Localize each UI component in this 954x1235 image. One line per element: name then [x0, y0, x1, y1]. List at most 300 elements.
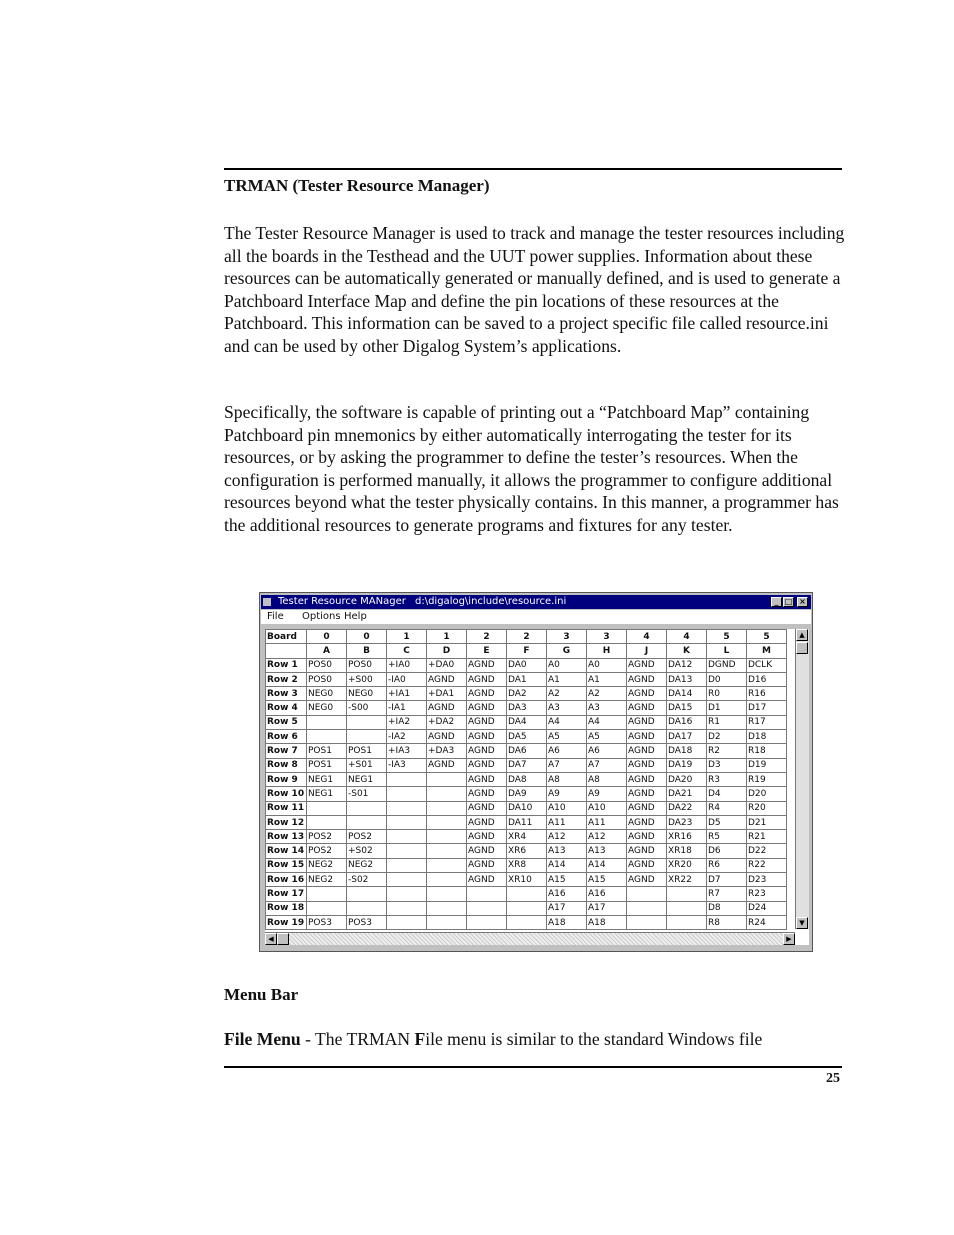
grid-cell[interactable]: NEG0 — [307, 701, 347, 715]
grid-cell[interactable]: AGND — [427, 672, 467, 686]
grid-cell[interactable]: +DA2 — [427, 715, 467, 729]
grid-cell[interactable]: K — [667, 644, 707, 658]
file-menu-bold-letter: F — [414, 1029, 426, 1049]
grid-cell[interactable]: A4 — [587, 715, 627, 729]
grid-cell[interactable]: AGND — [627, 715, 667, 729]
grid-cell[interactable]: A9 — [547, 787, 587, 801]
grid-cell[interactable]: NEG2 — [307, 873, 347, 887]
grid-cell[interactable]: 0 — [307, 630, 347, 644]
grid-cell[interactable]: DA20 — [667, 772, 707, 786]
grid-cell[interactable]: -IA3 — [387, 758, 427, 772]
grid-cell[interactable]: A16 — [547, 887, 587, 901]
grid-cell[interactable] — [387, 915, 427, 929]
grid-cell[interactable]: +IA0 — [387, 658, 427, 672]
grid-cell[interactable]: R18 — [747, 744, 787, 758]
grid-cell[interactable] — [627, 887, 667, 901]
grid-cell[interactable]: D17 — [747, 701, 787, 715]
grid-cell[interactable]: D0 — [707, 672, 747, 686]
grid-cell[interactable]: A3 — [547, 701, 587, 715]
grid-cell[interactable]: DA6 — [507, 744, 547, 758]
row-header-cell[interactable]: Board — [266, 630, 307, 644]
grid-cell[interactable]: AGND — [627, 801, 667, 815]
row-header-cell[interactable]: Row 11 — [266, 801, 307, 815]
grid-cell[interactable]: D20 — [747, 787, 787, 801]
grid-cell[interactable]: A5 — [547, 730, 587, 744]
grid-cell[interactable]: NEG0 — [307, 687, 347, 701]
grid-cell[interactable]: A — [307, 644, 347, 658]
grid-cell[interactable]: POS1 — [347, 744, 387, 758]
grid-cell[interactable]: H — [587, 644, 627, 658]
row-header-cell[interactable]: Row 8 — [266, 758, 307, 772]
grid-cell[interactable]: DA3 — [507, 701, 547, 715]
grid-cell[interactable]: XR16 — [667, 830, 707, 844]
grid-cell[interactable] — [347, 901, 387, 915]
grid-cell[interactable]: D6 — [707, 844, 747, 858]
grid-cell[interactable] — [507, 915, 547, 929]
grid-cell[interactable]: DA11 — [507, 815, 547, 829]
grid-cell[interactable]: DA18 — [667, 744, 707, 758]
scroll-thumb[interactable] — [796, 642, 808, 654]
grid-cell[interactable] — [307, 801, 347, 815]
row-header-cell[interactable]: Row 2 — [266, 672, 307, 686]
row-header-cell[interactable]: Row 14 — [266, 844, 307, 858]
grid-cell[interactable]: R16 — [747, 687, 787, 701]
menu-file[interactable]: File — [267, 611, 284, 622]
grid-cell[interactable]: A8 — [547, 772, 587, 786]
grid-cell[interactable]: A7 — [547, 758, 587, 772]
grid-cell[interactable] — [467, 915, 507, 929]
grid-cell[interactable]: -IA2 — [387, 730, 427, 744]
grid-cell[interactable] — [387, 844, 427, 858]
grid-cell[interactable]: AGND — [467, 815, 507, 829]
row-header-cell[interactable]: Row 19 — [266, 915, 307, 929]
grid-cell[interactable]: A9 — [587, 787, 627, 801]
grid-cell[interactable]: DCLK — [747, 658, 787, 672]
table-row — [266, 744, 787, 758]
grid-cell[interactable] — [307, 887, 347, 901]
grid-cell[interactable]: AGND — [467, 658, 507, 672]
grid-cell[interactable]: +S02 — [347, 844, 387, 858]
grid-cell[interactable]: A8 — [587, 772, 627, 786]
grid-cell[interactable]: D — [427, 644, 467, 658]
grid-cell[interactable]: R17 — [747, 715, 787, 729]
grid-cell[interactable] — [387, 815, 427, 829]
menu-options[interactable]: Options — [302, 611, 341, 622]
row-header-cell[interactable]: Row 17 — [266, 887, 307, 901]
grid-cell[interactable]: +DA0 — [427, 658, 467, 672]
grid-cell[interactable]: C — [387, 644, 427, 658]
grid-cell[interactable]: AGND — [467, 844, 507, 858]
grid-cell[interactable]: AGND — [627, 830, 667, 844]
grid-cell[interactable]: A14 — [547, 858, 587, 872]
grid-cell[interactable] — [667, 915, 707, 929]
grid-cell[interactable]: D22 — [747, 844, 787, 858]
grid-cell[interactable]: A5 — [587, 730, 627, 744]
grid-cell[interactable]: A12 — [547, 830, 587, 844]
grid-cell[interactable]: DA21 — [667, 787, 707, 801]
grid-cell[interactable]: A13 — [587, 844, 627, 858]
grid-cell[interactable]: DA19 — [667, 758, 707, 772]
grid-cell[interactable]: DA2 — [507, 687, 547, 701]
close-icon[interactable]: × — [797, 597, 808, 607]
grid-cell[interactable]: D5 — [707, 815, 747, 829]
grid-cell[interactable]: R8 — [707, 915, 747, 929]
grid-cell[interactable] — [667, 901, 707, 915]
row-header-cell[interactable]: Row 1 — [266, 658, 307, 672]
grid-cell[interactable] — [427, 801, 467, 815]
grid-cell[interactable] — [427, 901, 467, 915]
grid-cell[interactable]: D24 — [747, 901, 787, 915]
row-header-cell[interactable]: Row 16 — [266, 873, 307, 887]
grid-cell[interactable] — [387, 787, 427, 801]
grid-cell[interactable]: A1 — [587, 672, 627, 686]
grid-cell[interactable]: AGND — [627, 701, 667, 715]
grid-cell[interactable]: A10 — [587, 801, 627, 815]
minimize-icon[interactable]: _ — [771, 597, 782, 607]
intro-paragraph: The Tester Resource Manager is used to track and manage the tester resources including all the boards in the Testhead and the UUT power supplies. Information about these resources can be automatically generated or manually defined, and is used to generate a Patchboard Interface Map and define the pin locations of these resources at the Patchboard. This information can be saved to a project specific file called resource.ini and can be used by other Digalog System’s applications. — [224, 223, 845, 356]
grid-cell[interactable]: NEG1 — [307, 787, 347, 801]
grid-cell[interactable]: POS1 — [307, 758, 347, 772]
grid-cell[interactable] — [347, 815, 387, 829]
grid-cell[interactable]: A10 — [547, 801, 587, 815]
grid-cell[interactable]: DA16 — [667, 715, 707, 729]
row-header-cell[interactable]: Row 10 — [266, 787, 307, 801]
trman-window-screenshot — [259, 592, 813, 952]
grid-cell[interactable]: AGND — [467, 772, 507, 786]
grid-cell[interactable]: D8 — [707, 901, 747, 915]
grid-cell[interactable]: XR10 — [507, 873, 547, 887]
grid-cell[interactable]: AGND — [467, 830, 507, 844]
grid-cell[interactable]: DA15 — [667, 701, 707, 715]
grid-cell[interactable] — [427, 815, 467, 829]
grid-cell[interactable]: D19 — [747, 758, 787, 772]
top-rule — [224, 168, 842, 170]
grid-cell[interactable]: DA13 — [667, 672, 707, 686]
grid-cell[interactable]: +DA3 — [427, 744, 467, 758]
grid-cell[interactable]: AGND — [427, 730, 467, 744]
grid-cell[interactable] — [427, 887, 467, 901]
grid-cell[interactable] — [507, 901, 547, 915]
grid-cell[interactable] — [347, 715, 387, 729]
grid-cell[interactable]: XR22 — [667, 873, 707, 887]
grid-cell[interactable]: A1 — [547, 672, 587, 686]
row-header-cell[interactable]: Row 9 — [266, 772, 307, 786]
grid-cell[interactable] — [667, 887, 707, 901]
grid-cell[interactable]: A12 — [587, 830, 627, 844]
grid-cell[interactable]: DA0 — [507, 658, 547, 672]
row-header-cell[interactable]: Row 6 — [266, 730, 307, 744]
grid-cell[interactable]: A6 — [587, 744, 627, 758]
grid-cell[interactable]: NEG1 — [307, 772, 347, 786]
grid-cell[interactable]: R1 — [707, 715, 747, 729]
grid-cell[interactable]: DA17 — [667, 730, 707, 744]
grid-cell[interactable]: A2 — [587, 687, 627, 701]
grid-cell[interactable]: POS3 — [307, 915, 347, 929]
row-header-cell[interactable]: Row 4 — [266, 701, 307, 715]
table-row — [266, 658, 787, 672]
grid-cell[interactable]: A17 — [547, 901, 587, 915]
grid-cell[interactable]: A0 — [587, 658, 627, 672]
row-header-cell[interactable]: Row 18 — [266, 901, 307, 915]
grid-cell[interactable]: R20 — [747, 801, 787, 815]
grid-cell[interactable]: R24 — [747, 915, 787, 929]
grid-cell[interactable] — [387, 801, 427, 815]
grid-cell[interactable] — [467, 901, 507, 915]
grid-cell[interactable] — [427, 772, 467, 786]
grid-cell[interactable]: A11 — [547, 815, 587, 829]
grid-cell[interactable]: POS0 — [307, 658, 347, 672]
grid-cell[interactable]: +S01 — [347, 758, 387, 772]
grid-cell[interactable]: NEG2 — [347, 858, 387, 872]
grid-cell[interactable]: DA8 — [507, 772, 547, 786]
row-header-cell[interactable]: Row 15 — [266, 858, 307, 872]
file-menu-text-after: ile menu is similar to the standard Windows file — [425, 1029, 763, 1049]
grid-cell[interactable]: POS2 — [307, 844, 347, 858]
grid-cell[interactable] — [427, 915, 467, 929]
grid-cell[interactable] — [347, 887, 387, 901]
grid-cell[interactable] — [427, 830, 467, 844]
grid-cell[interactable] — [427, 844, 467, 858]
grid-cell[interactable]: A0 — [547, 658, 587, 672]
grid-cell[interactable]: 4 — [667, 630, 707, 644]
grid-cell[interactable]: A13 — [547, 844, 587, 858]
grid-cell[interactable]: A14 — [587, 858, 627, 872]
row-header-cell[interactable]: Row 12 — [266, 815, 307, 829]
grid-cell[interactable]: POS2 — [347, 830, 387, 844]
grid-cell[interactable]: R21 — [747, 830, 787, 844]
grid-cell[interactable]: AGND — [467, 787, 507, 801]
grid-cell[interactable]: +IA3 — [387, 744, 427, 758]
grid-cell[interactable]: A3 — [587, 701, 627, 715]
grid-cell[interactable]: AGND — [467, 873, 507, 887]
grid-cell[interactable]: AGND — [467, 801, 507, 815]
grid-cell[interactable]: DA5 — [507, 730, 547, 744]
grid-cell[interactable]: AGND — [467, 715, 507, 729]
grid-cell[interactable] — [427, 873, 467, 887]
grid-cell[interactable]: AGND — [627, 787, 667, 801]
grid-cell[interactable]: R23 — [747, 887, 787, 901]
grid-cell[interactable]: D21 — [747, 815, 787, 829]
row-header-cell[interactable] — [266, 644, 307, 658]
grid-cell[interactable]: F — [507, 644, 547, 658]
grid-cell[interactable]: -S00 — [347, 701, 387, 715]
grid-cell[interactable]: 1 — [427, 630, 467, 644]
grid-cell[interactable]: A18 — [587, 915, 627, 929]
grid-cell[interactable]: AGND — [467, 758, 507, 772]
section-title: TRMAN (Tester Resource Manager) — [224, 176, 490, 195]
grid-cell[interactable]: DA22 — [667, 801, 707, 815]
grid-cell[interactable] — [467, 887, 507, 901]
window-titlebar — [261, 595, 811, 609]
grid-cell[interactable]: R6 — [707, 858, 747, 872]
grid-cell[interactable]: +IA1 — [387, 687, 427, 701]
grid-cell[interactable]: AGND — [467, 744, 507, 758]
grid-cell[interactable]: AGND — [627, 658, 667, 672]
grid-cell[interactable]: 4 — [627, 630, 667, 644]
grid-cell[interactable]: D23 — [747, 873, 787, 887]
grid-cell[interactable]: +S00 — [347, 672, 387, 686]
grid-cell[interactable]: XR6 — [507, 844, 547, 858]
grid-cell[interactable]: DA9 — [507, 787, 547, 801]
horizontal-scrollbar[interactable] — [265, 932, 795, 945]
grid-cell[interactable]: AGND — [467, 858, 507, 872]
grid-cell[interactable]: AGND — [427, 758, 467, 772]
grid-cell[interactable]: L — [707, 644, 747, 658]
grid-cell[interactable]: 5 — [747, 630, 787, 644]
grid-cell[interactable]: DA4 — [507, 715, 547, 729]
grid-cell[interactable]: DA7 — [507, 758, 547, 772]
grid-cell[interactable] — [507, 887, 547, 901]
grid-cell[interactable]: AGND — [627, 744, 667, 758]
grid-cell[interactable] — [347, 730, 387, 744]
grid-cell[interactable]: AGND — [627, 687, 667, 701]
grid-cell[interactable] — [387, 830, 427, 844]
grid-cell[interactable] — [307, 815, 347, 829]
grid-cell[interactable]: AGND — [627, 672, 667, 686]
grid-cell[interactable]: R7 — [707, 887, 747, 901]
grid-cell[interactable]: R0 — [707, 687, 747, 701]
grid-cell[interactable]: 2 — [467, 630, 507, 644]
grid-cell[interactable]: A11 — [587, 815, 627, 829]
grid-cell[interactable]: D18 — [747, 730, 787, 744]
grid-cell[interactable]: AGND — [627, 758, 667, 772]
grid-cell[interactable]: AGND — [467, 687, 507, 701]
grid-cell[interactable]: D3 — [707, 758, 747, 772]
grid-cell[interactable]: D2 — [707, 730, 747, 744]
grid-cell[interactable]: AGND — [627, 772, 667, 786]
grid-cell[interactable]: 3 — [587, 630, 627, 644]
vertical-scrollbar[interactable] — [795, 629, 809, 929]
menu-help[interactable]: Help — [344, 611, 367, 622]
grid-cell[interactable]: POS1 — [307, 744, 347, 758]
grid-cell[interactable]: POS3 — [347, 915, 387, 929]
grid-cell[interactable]: A16 — [587, 887, 627, 901]
scroll-down-icon[interactable]: ▼ — [796, 917, 808, 929]
grid-cell[interactable]: NEG2 — [307, 858, 347, 872]
grid-cell[interactable]: A2 — [547, 687, 587, 701]
grid-cell[interactable]: AGND — [627, 844, 667, 858]
grid-cell[interactable]: G — [547, 644, 587, 658]
grid-cell[interactable]: D16 — [747, 672, 787, 686]
grid-cell[interactable] — [387, 873, 427, 887]
grid-cell[interactable]: POS2 — [307, 830, 347, 844]
grid-cell[interactable]: D1 — [707, 701, 747, 715]
table-row — [266, 672, 787, 686]
grid-cell[interactable] — [427, 787, 467, 801]
grid-cell[interactable]: POS0 — [307, 672, 347, 686]
grid-cell[interactable]: R3 — [707, 772, 747, 786]
maximize-icon[interactable]: □ — [784, 597, 793, 606]
grid-cell[interactable]: D7 — [707, 873, 747, 887]
grid-cell[interactable]: AGND — [427, 701, 467, 715]
grid-cell[interactable] — [307, 901, 347, 915]
grid-cell[interactable]: AGND — [467, 701, 507, 715]
grid-cell[interactable]: DA10 — [507, 801, 547, 815]
grid-cell[interactable]: -S01 — [347, 787, 387, 801]
grid-cell[interactable] — [387, 858, 427, 872]
grid-cell[interactable]: AGND — [467, 672, 507, 686]
grid-cell[interactable] — [307, 730, 347, 744]
grid-cell[interactable]: A15 — [547, 873, 587, 887]
grid-cell[interactable]: XR18 — [667, 844, 707, 858]
grid-cell[interactable]: XR4 — [507, 830, 547, 844]
grid-cell[interactable] — [387, 772, 427, 786]
grid-cell[interactable] — [627, 915, 667, 929]
grid-cell[interactable]: R4 — [707, 801, 747, 815]
grid-cell[interactable] — [427, 858, 467, 872]
grid-cell[interactable]: 5 — [707, 630, 747, 644]
grid-cell[interactable]: +DA1 — [427, 687, 467, 701]
grid-cell[interactable]: NEG1 — [347, 772, 387, 786]
grid-cell[interactable]: AGND — [627, 730, 667, 744]
grid-cell[interactable]: M — [747, 644, 787, 658]
grid-cell[interactable]: AGND — [627, 873, 667, 887]
scroll-up-icon[interactable]: ▲ — [796, 629, 808, 641]
grid-cell[interactable]: POS0 — [347, 658, 387, 672]
grid-cell[interactable]: 1 — [387, 630, 427, 644]
row-header-cell[interactable]: Row 7 — [266, 744, 307, 758]
row-header-cell[interactable]: Row 3 — [266, 687, 307, 701]
grid-cell[interactable]: +IA2 — [387, 715, 427, 729]
grid-cell[interactable]: DA12 — [667, 658, 707, 672]
hscroll-thumb[interactable] — [277, 933, 289, 945]
grid-cell[interactable] — [307, 715, 347, 729]
grid-cell[interactable]: AGND — [627, 815, 667, 829]
bottom-rule — [224, 1066, 842, 1068]
grid-cell[interactable]: AGND — [627, 858, 667, 872]
grid-cell[interactable]: DA14 — [667, 687, 707, 701]
grid-cell[interactable]: DA1 — [507, 672, 547, 686]
grid-cell[interactable] — [387, 901, 427, 915]
capabilities-paragraph: Specifically, the software is capable of printing out a “Patchboard Map” containing Patchboard pin mnemonics by either automatically interrogating the tester for its resources, or by asking the programmer to define the tester’s resources. When the configuration is performed manually, it allows the programmer to configure additional resources beyond what the tester physically contains. In this manner, a programmer has the additional resources to generate programs and fixtures for any tester. — [224, 402, 839, 535]
grid-cell[interactable]: A17 — [587, 901, 627, 915]
grid-cell[interactable]: XR8 — [507, 858, 547, 872]
grid-cell[interactable]: -IA1 — [387, 701, 427, 715]
grid-cell[interactable]: XR20 — [667, 858, 707, 872]
scroll-left-icon[interactable]: ◀ — [265, 933, 277, 945]
grid-cell[interactable]: R2 — [707, 744, 747, 758]
grid-cell[interactable]: E — [467, 644, 507, 658]
grid-cell[interactable]: B — [347, 644, 387, 658]
grid-cell[interactable] — [627, 901, 667, 915]
grid-cell[interactable]: 3 — [547, 630, 587, 644]
row-header-cell[interactable]: Row 13 — [266, 830, 307, 844]
grid-cell[interactable] — [347, 801, 387, 815]
grid-cell[interactable]: NEG0 — [347, 687, 387, 701]
grid-cell[interactable]: A4 — [547, 715, 587, 729]
grid-cell[interactable]: A15 — [587, 873, 627, 887]
grid-cell[interactable]: R5 — [707, 830, 747, 844]
grid-cell[interactable]: D4 — [707, 787, 747, 801]
grid-cell[interactable] — [387, 887, 427, 901]
system-menu-icon[interactable] — [263, 598, 271, 606]
grid-cell[interactable]: A7 — [587, 758, 627, 772]
grid-cell[interactable]: A18 — [547, 915, 587, 929]
grid-cell[interactable]: DA23 — [667, 815, 707, 829]
grid-cell[interactable]: R22 — [747, 858, 787, 872]
grid-cell[interactable]: AGND — [467, 730, 507, 744]
grid-cell[interactable]: -IA0 — [387, 672, 427, 686]
grid-cell[interactable]: -S02 — [347, 873, 387, 887]
grid-cell[interactable]: J — [627, 644, 667, 658]
grid-cell[interactable]: A6 — [547, 744, 587, 758]
grid-cell[interactable]: 2 — [507, 630, 547, 644]
scroll-right-icon[interactable]: ▶ — [783, 933, 795, 945]
grid-cell[interactable]: DGND — [707, 658, 747, 672]
row-header-cell[interactable]: Row 5 — [266, 715, 307, 729]
grid-cell[interactable]: 0 — [347, 630, 387, 644]
grid-cell[interactable]: R19 — [747, 772, 787, 786]
